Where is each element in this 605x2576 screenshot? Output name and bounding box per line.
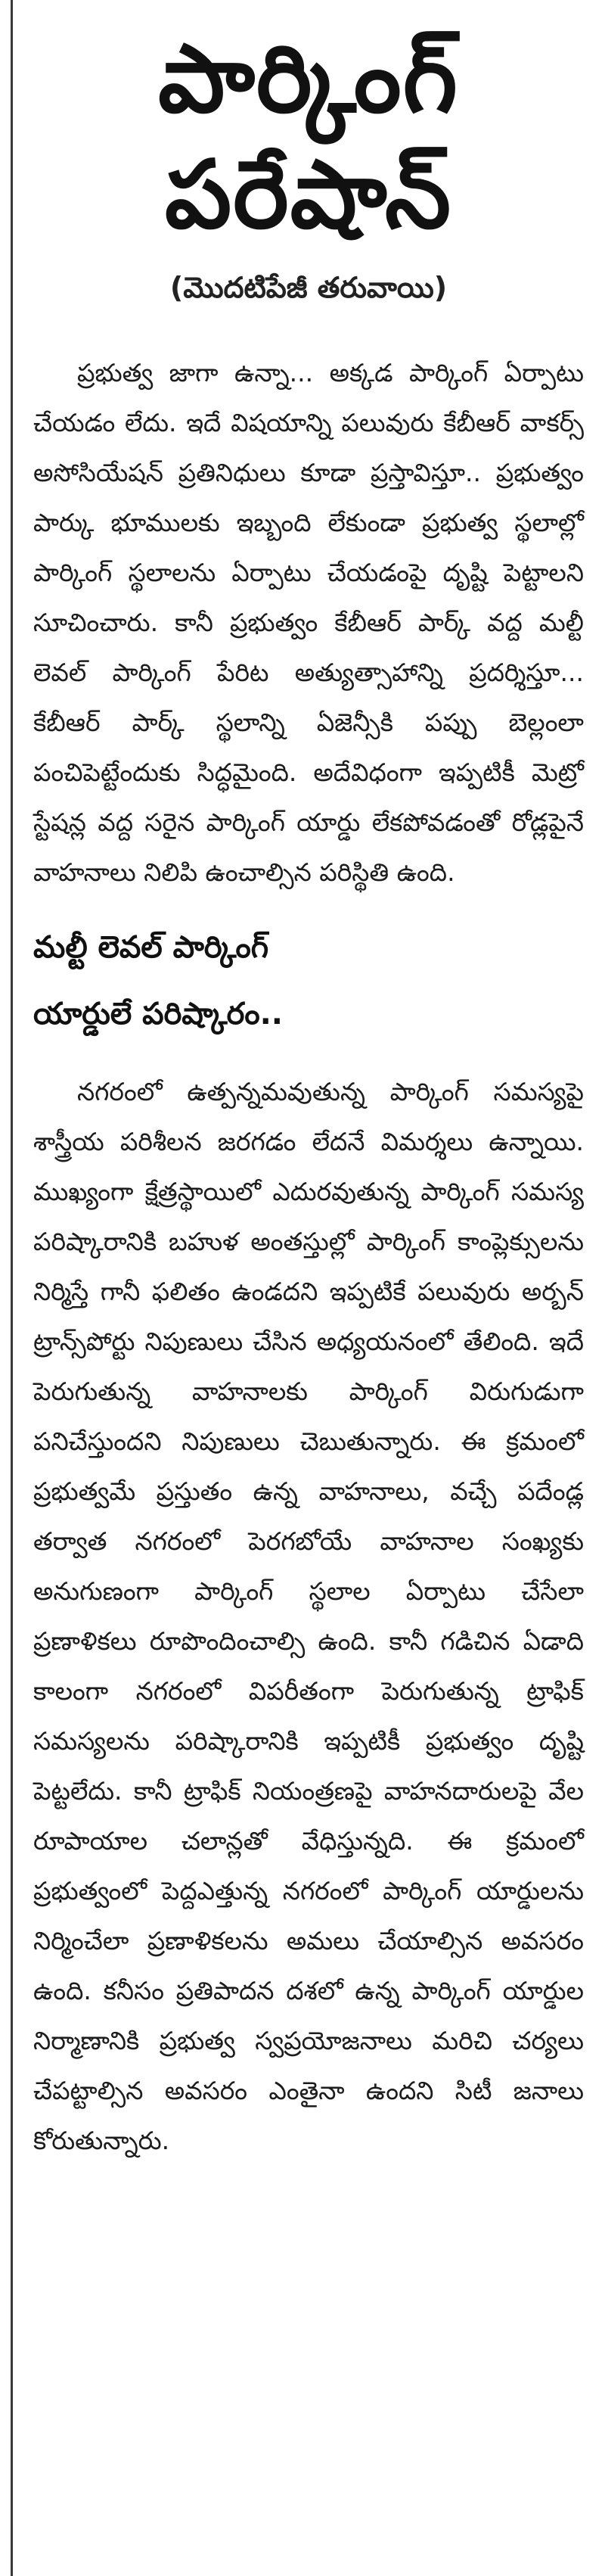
subheading-line-2: యార్డులే పరిష్కారం.. (33, 996, 283, 1031)
body-paragraph-1: ప్రభుత్వ జాగా ఉన్నా... అక్కడ పార్కింగ్ ఏర్పాటు చేయడం లేదు. ఇదే విషయాన్ని పలువురు కేబీఆర్ వాకర్స్ అసోసియేషన్ ప్రతినిధులు కూడా ప్రస్తావిస్తూ.. ప్రభుత్వం పార్కు భూములకు ఇబ్బంది లేకుండా ప్రభుత్వ స్థలాల్లో పార్కింగ్ స్థలాలను ఏర్పాటు చేయడంపై దృష్టి పెట్టాలని సూచించారు. కానీ ప్రభుత్వం కేబీఆర్ పార్క్ వద్ద మల్టీ లెవల్ పార్కింగ్ పేరిట అత్యుత్సాహాన్ని ప్రదర్శిస్తూ... కేబీఆర్ పార్క్ స్థలాన్ని ఏజెన్సీకి పప్పు బెల్లంలా పంచిపెట్టేందుకు సిద్ధమైంది. అదేవిధంగా ఇప్పటికీ మెట్రో స్టేషన్ల వద్ద సరైన పార్కింగ్ యార్డు లేకపోవడంతో రోడ్లపైనే వాహనాలు నిలిపి ఉంచాల్సిన పరిస్థితి ఉంది. (33, 357, 584, 887)
column-rule (11, 0, 13, 2576)
headline (33, 0, 584, 248)
subheading (33, 914, 584, 1047)
headline-line-1: పార్కింగ్ (158, 25, 459, 134)
subheading-line-1: మల్టీ లెవల్ పార్కింగ్ (33, 929, 269, 965)
continued-from-front-page: (మొదటిపేజీ తరువాయి) (169, 270, 448, 304)
headline-line-2: పరేషాన్ (164, 140, 453, 250)
body-paragraph-2: నగరంలో ఉత్పన్నమవుతున్న పార్కింగ్ సమస్యపై శాస్త్రీయ పరిశీలన జరగడం లేదనే విమర్శలు ఉన్నాయి. ముఖ్యంగా క్షేత్రస్థాయిలో ఎదురవుతున్న పార్కింగ్ సమస్య పరిష్కారానికి బహుళ అంతస్తుల్లో పార్కింగ్ కాంప్లెక్సులను నిర్మిస్తే గానీ ఫలితం ఉండదని ఇప్పటికే పలువురు అర్బన్ ట్రాన్స్‌పోర్టు నిపుణులు చేసిన అధ్యయనంలో తేలింది. ఇదే పెరుగుతున్న వాహనాలకు పార్కింగ్ విరుగుడుగా పనిచేస్తుందని నిపుణులు చెబుతున్నారు. ఈ క్రమంలో ప్రభుత్వమే ప్రస్తుతం ఉన్న వాహనాలు, వచ్చే పదేండ్ల తర్వాత నగరంలో పెరగబోయే వాహనాల సంఖ్యకు అనుగుణంగా పార్కింగ్ స్థలాల ఏర్పాటు చేసేలా ప్రణాళికలు రూపొందించాల్సి ఉంది. కానీ గడిచిన ఏడాది కాలంగా నగరంలో విపరీతంగా పెరుగుతున్న ట్రాఫిక్ సమస్యలను పరిష్కారానికి ఇప్పటికీ ప్రభుత్వం దృష్టి పెట్టలేదు. కానీ ట్రాఫిక్ నియంత్రణపై వాహనదారులపై వేల రూపాయాల చలాన్లతో వేధిస్తున్నది. ఈ క్రమంలో ప్రభుత్వంలో పెద్దఎత్తున్న నగరంలో పార్కింగ్ యార్డులను నిర్మించేలా ప్రణాళికలను అమలు చేయాల్సిన అవసరం ఉంది. కనీసం ప్రతిపాదన దశలో ఉన్న పార్కింగ్ యార్డుల నిర్మాణానికి ప్రభుత్వ స్వప్రయోజనాలు మరిచి చర్యలు చేపట్టాల్సిన అవసరం ఎంతైనా ఉందని సిటీ జనాలు కోరుతున్నారు. (33, 1076, 584, 2155)
